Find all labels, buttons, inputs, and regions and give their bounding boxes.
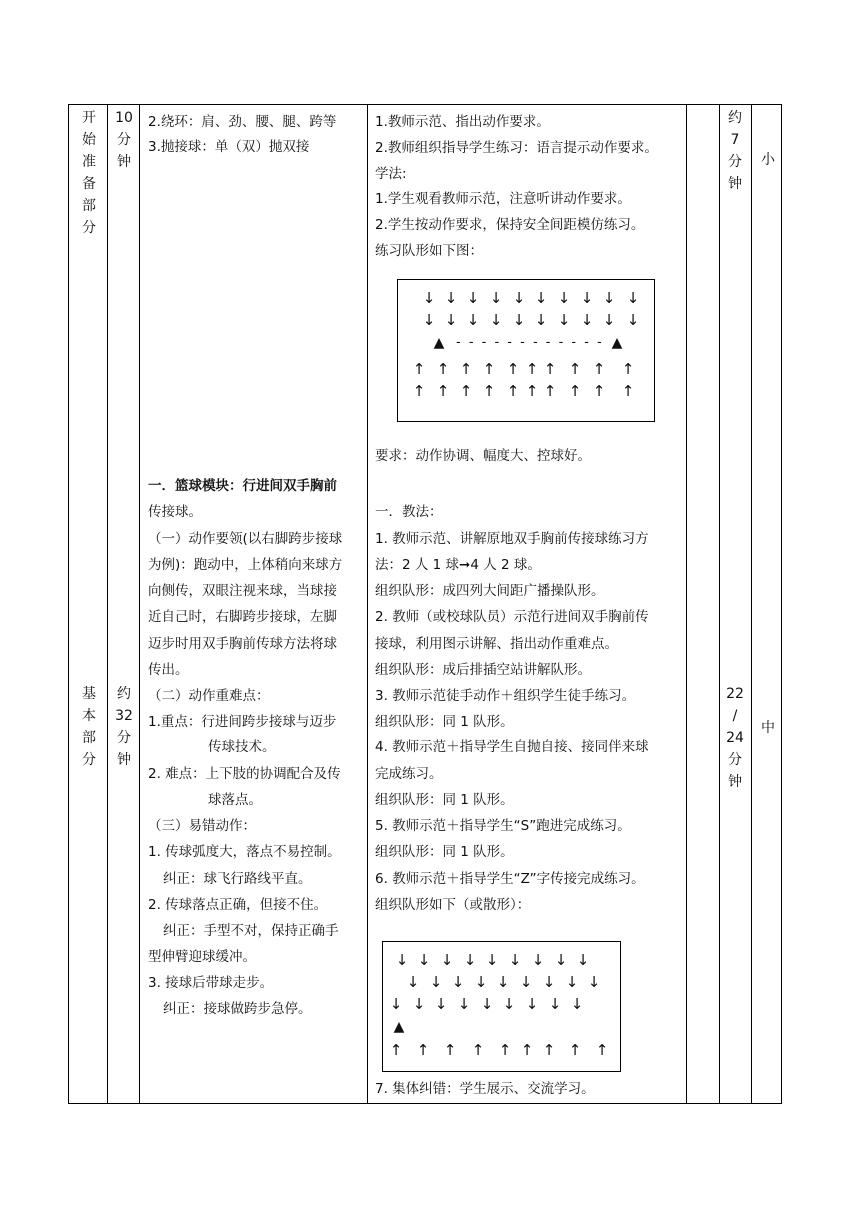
column-divider xyxy=(107,105,108,1103)
down-arrow-icon: ↓ xyxy=(554,951,568,969)
content-line: 2. 难点：上下肢的协调配合及传 xyxy=(148,766,341,782)
up-arrow-icon: ↑ xyxy=(459,382,473,400)
content-time-start: 约 7 分 钟 xyxy=(728,110,742,192)
content-line: 1.重点：行进间跨步接球与迈步 xyxy=(148,714,337,730)
content-line: 球落点。 xyxy=(208,792,262,808)
down-arrow-icon: ↓ xyxy=(463,951,477,969)
teacher-row xyxy=(383,1017,620,1037)
section-name-start: 开 始 准 备 部 分 xyxy=(82,110,96,236)
up-arrow-icon: ↑ xyxy=(443,1041,457,1059)
up-arrow-icon: ↑ xyxy=(543,360,557,378)
up-arrow-icon: ↑ xyxy=(506,382,520,400)
down-arrow-icon: ↓ xyxy=(534,289,548,307)
down-arrow-icon: ↓ xyxy=(576,951,590,969)
down-arrow-icon: ↓ xyxy=(444,289,458,307)
down-arrow-icon: ↓ xyxy=(444,311,458,329)
down-arrow-icon: ↓ xyxy=(389,995,403,1013)
method-line: 组织队形如下（或散形）： xyxy=(375,897,531,913)
down-arrow-row xyxy=(383,994,620,1014)
up-arrow-icon: ↑ xyxy=(568,382,582,400)
teacher-triangle-icon: ▲ xyxy=(393,1019,405,1035)
method-line: 组织队形：同 1 队形。 xyxy=(375,792,514,808)
section-name-basic: 基 本 部 分 xyxy=(82,686,96,768)
content-line: 纠正：手型不对，保持正确手 xyxy=(163,923,339,939)
up-arrow-icon: ↑ xyxy=(471,1041,485,1059)
method-line: 组织队形：成四列大间距广播操队形。 xyxy=(375,583,605,599)
content-line: 传球技术。 xyxy=(208,739,276,755)
method-line: 2.教师组织指导学生练习：语言提示动作要求。 xyxy=(375,140,658,156)
up-arrow-row xyxy=(398,359,654,379)
up-arrow-icon: ↑ xyxy=(412,382,426,400)
down-arrow-icon: ↓ xyxy=(480,995,494,1013)
up-arrow-icon: ↑ xyxy=(412,360,426,378)
down-arrow-row xyxy=(383,972,620,992)
down-arrow-icon: ↓ xyxy=(417,951,431,969)
up-arrow-icon: ↑ xyxy=(459,360,473,378)
up-arrow-row xyxy=(383,1040,620,1060)
up-arrow-icon: ↑ xyxy=(592,382,606,400)
down-arrow-icon: ↓ xyxy=(602,289,616,307)
content-line: 1. 传球弧度大，落点不易控制。 xyxy=(148,844,341,860)
method-line: 5. 教师示范＋指导学生“S”跑进完成练习。 xyxy=(375,818,631,834)
method-line: 学法: xyxy=(375,166,407,182)
method-line: 3. 教师示范徒手动作＋组织学生徒手练习。 xyxy=(375,688,636,704)
down-arrow-icon: ↓ xyxy=(580,311,594,329)
up-arrow-icon: ↑ xyxy=(436,360,450,378)
down-arrow-icon: ↓ xyxy=(489,289,503,307)
up-arrow-icon: ↑ xyxy=(621,360,635,378)
down-arrow-icon: ↓ xyxy=(557,289,571,307)
down-arrow-icon: ↓ xyxy=(626,289,640,307)
intensity-start: 小 xyxy=(761,152,775,168)
down-arrow-icon: ↓ xyxy=(531,951,545,969)
up-arrow-icon: ↑ xyxy=(482,382,496,400)
down-arrow-icon: ↓ xyxy=(457,995,471,1013)
method-line: 组织队形：同 1 队形。 xyxy=(375,714,514,730)
down-arrow-icon: ↓ xyxy=(534,311,548,329)
method-line: 1.教师示范、指出动作要求。 xyxy=(375,114,550,130)
formation-diagram-1 xyxy=(397,279,655,422)
content-time-basic: 22 / 24 分 钟 xyxy=(726,686,744,790)
down-arrow-icon: ↓ xyxy=(489,311,503,329)
lesson-plan-table xyxy=(68,104,782,1104)
module-title: 一．篮球模块：行进间双手胸前 xyxy=(148,478,337,494)
content-line: 向侧传，双眼注视来球，当球接 xyxy=(148,583,337,599)
method-line: 7. 集体纠错：学生展示、交流学习。 xyxy=(375,1081,595,1097)
content-line: 迈步时用双手胸前传球方法将球 xyxy=(148,636,337,652)
content-line: 近自己时，右脚跨步接球，左脚 xyxy=(148,609,337,625)
column-divider xyxy=(719,105,720,1103)
down-arrow-icon: ↓ xyxy=(626,311,640,329)
down-arrow-icon: ↓ xyxy=(565,973,579,991)
content-line: 传接球。 xyxy=(148,504,202,520)
up-arrow-icon: ↑ xyxy=(520,1041,534,1059)
up-arrow-icon: ↑ xyxy=(498,1041,512,1059)
content-line: 2. 传球落点正确，但接不住。 xyxy=(148,897,328,913)
intensity-basic: 中 xyxy=(761,720,775,736)
down-arrow-icon: ↓ xyxy=(466,311,480,329)
down-arrow-icon: ↓ xyxy=(542,973,556,991)
method-line: 接球，利用图示讲解、指出动作重难点。 xyxy=(375,636,618,652)
up-arrow-icon: ↑ xyxy=(543,382,557,400)
content-line: 传出。 xyxy=(148,662,189,678)
down-arrow-icon: ↓ xyxy=(395,951,409,969)
down-arrow-icon: ↓ xyxy=(587,973,601,991)
up-arrow-icon: ↑ xyxy=(506,360,520,378)
method-line: 4. 教师示范＋指导学生自抛自接、接同伴来球 xyxy=(375,739,649,755)
teacher-triangle-icon: ▲ xyxy=(433,335,445,351)
up-arrow-icon: ↑ xyxy=(389,1041,403,1059)
method-line: 组织队形：同 1 队形。 xyxy=(375,844,514,860)
up-arrow-icon: ↑ xyxy=(525,382,539,400)
down-arrow-icon: ↓ xyxy=(502,995,516,1013)
down-arrow-row xyxy=(383,950,620,970)
down-arrow-icon: ↓ xyxy=(570,995,584,1013)
down-arrow-icon: ↓ xyxy=(512,289,526,307)
method-line: 完成练习。 xyxy=(375,766,443,782)
formation-diagram-2 xyxy=(382,941,621,1072)
down-arrow-icon: ↓ xyxy=(485,951,499,969)
up-arrow-icon: ↑ xyxy=(416,1041,430,1059)
down-arrow-icon: ↓ xyxy=(548,995,562,1013)
up-arrow-icon: ↑ xyxy=(436,382,450,400)
content-line: 纠正：接球做跨步急停。 xyxy=(163,1001,312,1017)
teacher-row xyxy=(398,333,654,353)
method-line: 1. 教师示范、讲解原地双手胸前传接球练习方 xyxy=(375,531,649,547)
requirement-text: 要求：动作协调、幅度大、控球好。 xyxy=(375,448,591,464)
method-line: 2. 教师（或校球队员）示范行进间双手胸前传 xyxy=(375,609,649,625)
down-arrow-icon: ↓ xyxy=(508,951,522,969)
up-arrow-icon: ↑ xyxy=(621,382,635,400)
dashed-line: - - - - - - - - - - - - xyxy=(456,335,604,350)
down-arrow-icon: ↓ xyxy=(422,289,436,307)
down-arrow-row xyxy=(398,288,654,308)
column-divider xyxy=(686,105,687,1103)
content-line: 型伸臂迎球缓冲。 xyxy=(148,949,256,965)
up-arrow-icon: ↑ xyxy=(525,360,539,378)
section-time-basic: 约 32 分 钟 xyxy=(115,686,133,768)
down-arrow-icon: ↓ xyxy=(429,973,443,991)
down-arrow-icon: ↓ xyxy=(525,995,539,1013)
method-line: 练习队形如下图： xyxy=(375,243,483,259)
down-arrow-icon: ↓ xyxy=(519,973,533,991)
down-arrow-icon: ↓ xyxy=(496,973,510,991)
content-line: 纠正：球飞行路线平直。 xyxy=(163,871,312,887)
method-line: 1.学生观看教师示范，注意听讲动作要求。 xyxy=(375,191,631,207)
up-arrow-icon: ↑ xyxy=(568,1041,582,1059)
up-arrow-icon: ↑ xyxy=(595,1041,609,1059)
down-arrow-icon: ↓ xyxy=(602,311,616,329)
column-divider xyxy=(751,105,752,1103)
content-line: 为例)：跑动中，上体稍向来球方 xyxy=(148,557,343,573)
up-arrow-row xyxy=(398,381,654,401)
content-line: （一）动作要领(以右脚跨步接球 xyxy=(148,531,343,547)
method-line: 2.学生按动作要求，保持安全间距模仿练习。 xyxy=(375,217,645,233)
down-arrow-icon: ↓ xyxy=(466,289,480,307)
warmup-item: 3.抛接球：单（双）抛双接 xyxy=(148,139,310,155)
down-arrow-icon: ↓ xyxy=(474,973,488,991)
down-arrow-icon: ↓ xyxy=(434,995,448,1013)
method-line: 一．教法： xyxy=(375,504,443,520)
content-line: （二）动作重难点： xyxy=(148,688,270,704)
method-line: 6. 教师示范＋指导学生“Z”字传接完成练习。 xyxy=(375,871,645,887)
down-arrow-icon: ↓ xyxy=(412,995,426,1013)
warmup-item: 2.绕环：肩、劲、腰、腿、跨等 xyxy=(148,114,337,130)
teacher-triangle-icon: ▲ xyxy=(611,335,623,351)
up-arrow-icon: ↑ xyxy=(568,360,582,378)
down-arrow-icon: ↓ xyxy=(580,289,594,307)
down-arrow-icon: ↓ xyxy=(406,973,420,991)
down-arrow-icon: ↓ xyxy=(422,311,436,329)
up-arrow-icon: ↑ xyxy=(592,360,606,378)
down-arrow-icon: ↓ xyxy=(557,311,571,329)
down-arrow-row xyxy=(398,310,654,330)
content-line: 3. 接球后带球走步。 xyxy=(148,975,274,991)
up-arrow-icon: ↑ xyxy=(542,1041,556,1059)
content-line: （三）易错动作： xyxy=(148,818,256,834)
down-arrow-icon: ↓ xyxy=(440,951,454,969)
down-arrow-icon: ↓ xyxy=(512,311,526,329)
section-time-start: 10 分 钟 xyxy=(115,110,133,170)
column-divider xyxy=(367,105,368,1103)
method-line: 组织队形：成后排插空站讲解队形。 xyxy=(375,662,591,678)
down-arrow-icon: ↓ xyxy=(451,973,465,991)
method-line: 法：2 人 1 球➞4 人 2 球。 xyxy=(375,557,541,573)
column-divider xyxy=(139,105,140,1103)
up-arrow-icon: ↑ xyxy=(482,360,496,378)
